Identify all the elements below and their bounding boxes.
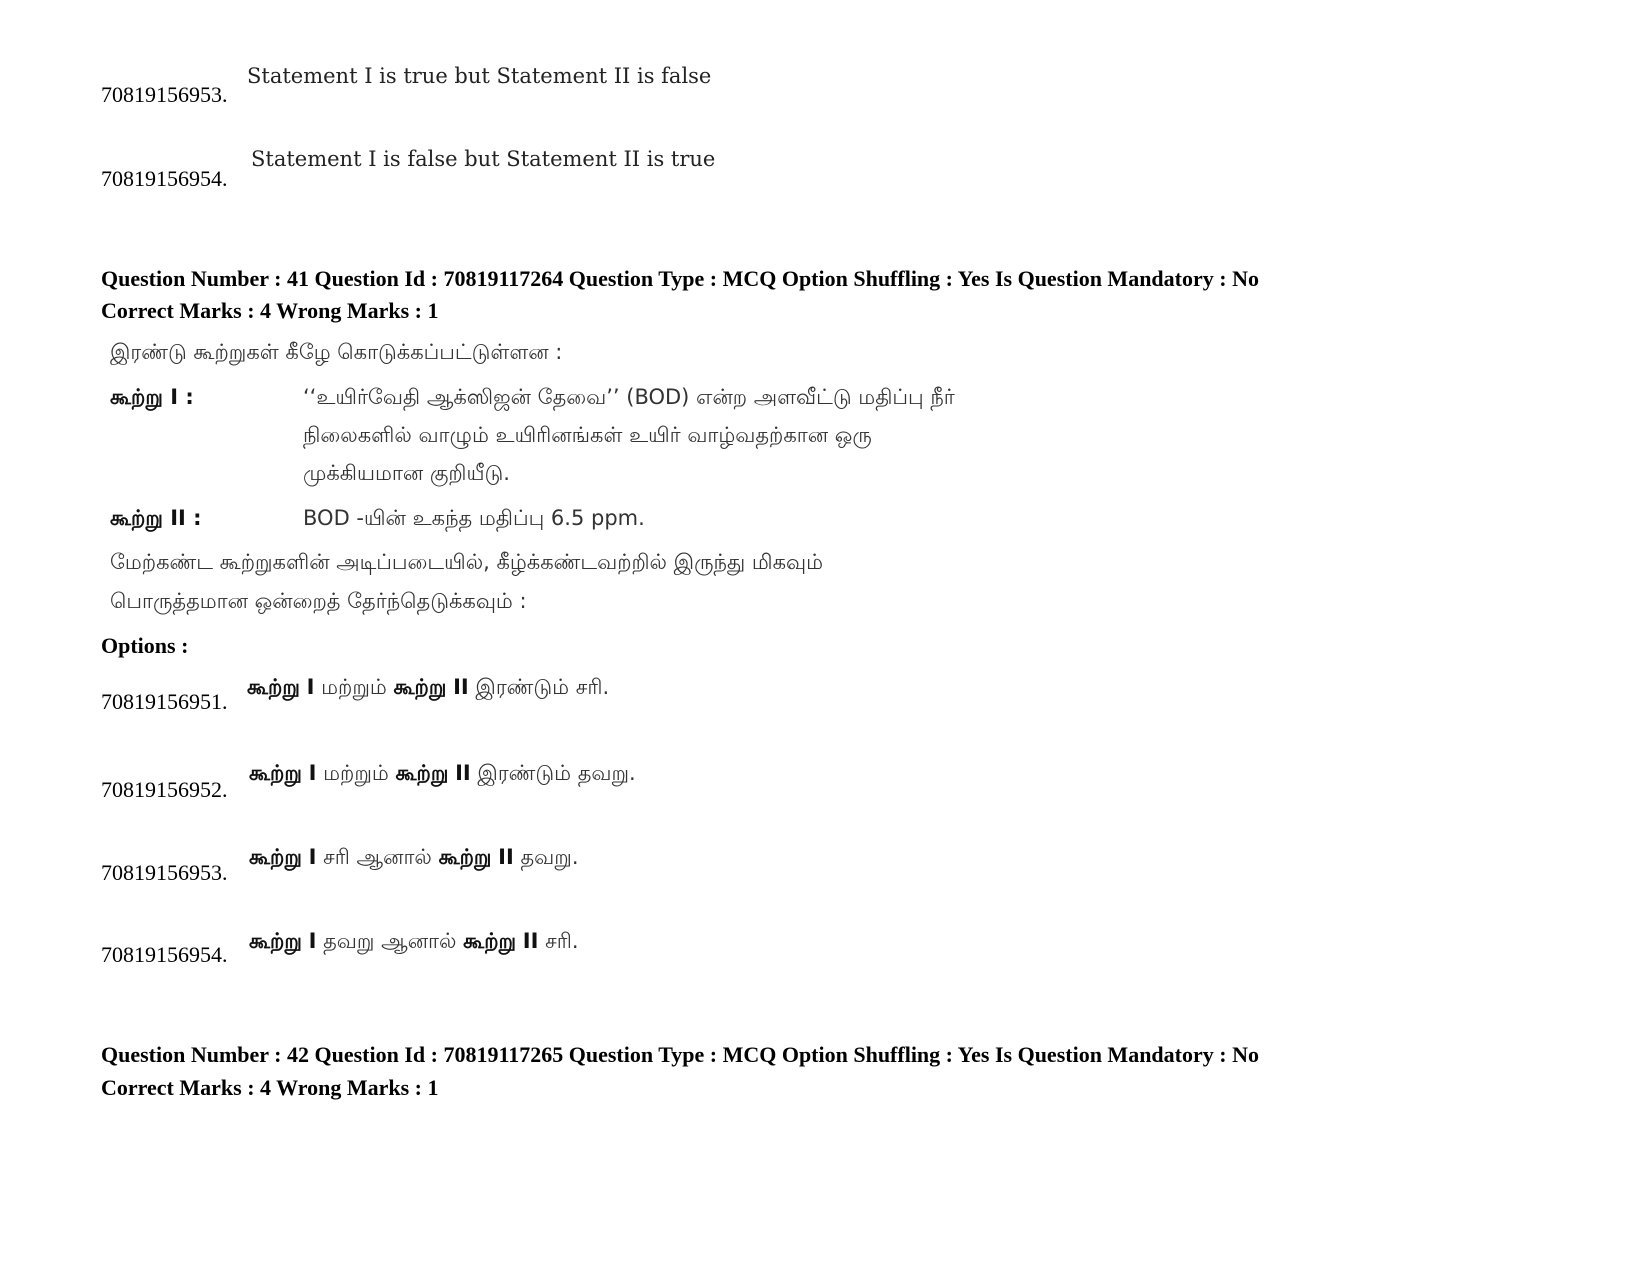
question-marks: Correct Marks : 4 Wrong Marks : 1	[101, 1075, 439, 1100]
question-marks: Correct Marks : 4 Wrong Marks : 1	[101, 298, 439, 323]
option-id: 70819156953.	[101, 82, 228, 107]
kootru-label: கூற்று	[249, 929, 302, 953]
option-id: 70819156951.	[101, 689, 228, 714]
kootru-label: கூற்று	[395, 761, 449, 785]
option-text: Statement I is true but Statement II is false	[247, 64, 712, 88]
kootru-label: கூற்று	[438, 845, 492, 869]
statement-2-text: BOD -யின் உகந்த மதிப்பு 6.5 ppm.	[303, 506, 645, 530]
instruction-line: பொருத்தமான ஒன்றைத் தேர்ந்தெடுக்கவும் :	[110, 589, 527, 613]
kootru-label: கூற்று	[249, 761, 302, 785]
question-header: Question Number : 41 Question Id : 70819117264 Question Type : MCQ Option Shuffling : Yes Is Question Mandatory : No	[101, 266, 1259, 291]
statement-1-label: கூற்று I :	[110, 385, 194, 409]
kootru-label: கூற்று	[393, 675, 447, 699]
question-intro: இரண்டு கூற்றுகள் கீழே கொடுக்கப்பட்டுள்ளன :	[110, 340, 563, 364]
option-text: கூற்று I மற்றும் கூற்று II இரண்டும் சரி.	[247, 675, 610, 699]
statement-1-line: முக்கியமான குறியீடு.	[303, 461, 510, 485]
option-text: கூற்று I சரி ஆனால் கூற்று II தவறு.	[249, 845, 579, 869]
instruction-line: மேற்கண்ட கூற்றுகளின் அடிப்படையில், கீழ்க்கண்டவற்றில் இருந்து மிகவும்	[110, 550, 824, 574]
kootru-label: கூற்று	[463, 929, 517, 953]
options-label: Options :	[101, 633, 189, 658]
option-id: 70819156953.	[101, 860, 228, 885]
option-text: கூற்று I தவறு ஆனால் கூற்று II சரி.	[249, 929, 579, 953]
option-text: கூற்று I மற்றும் கூற்று II இரண்டும் தவறு.	[249, 761, 636, 785]
option-id: 70819156954.	[101, 942, 228, 967]
option-id: 70819156954.	[101, 166, 228, 191]
question-header: Question Number : 42 Question Id : 70819117265 Question Type : MCQ Option Shuffling : Yes Is Question Mandatory : No	[101, 1042, 1259, 1067]
statement-2-label: கூற்று II :	[110, 506, 202, 530]
statement-1-line: நிலைகளில் வாழும் உயிரினங்கள் உயிர் வாழ்வதற்கான ஒரு	[303, 423, 872, 447]
option-text: Statement I is false but Statement II is true	[251, 147, 716, 171]
kootru-label: கூற்று	[247, 675, 300, 699]
kootru-label: கூற்று	[249, 845, 302, 869]
option-id: 70819156952.	[101, 777, 228, 802]
statement-1-line: ‘‘உயிர்வேதி ஆக்ஸிஜன் தேவை’’ (BOD) என்ற அளவீட்டு மதிப்பு நீர்	[303, 385, 955, 409]
